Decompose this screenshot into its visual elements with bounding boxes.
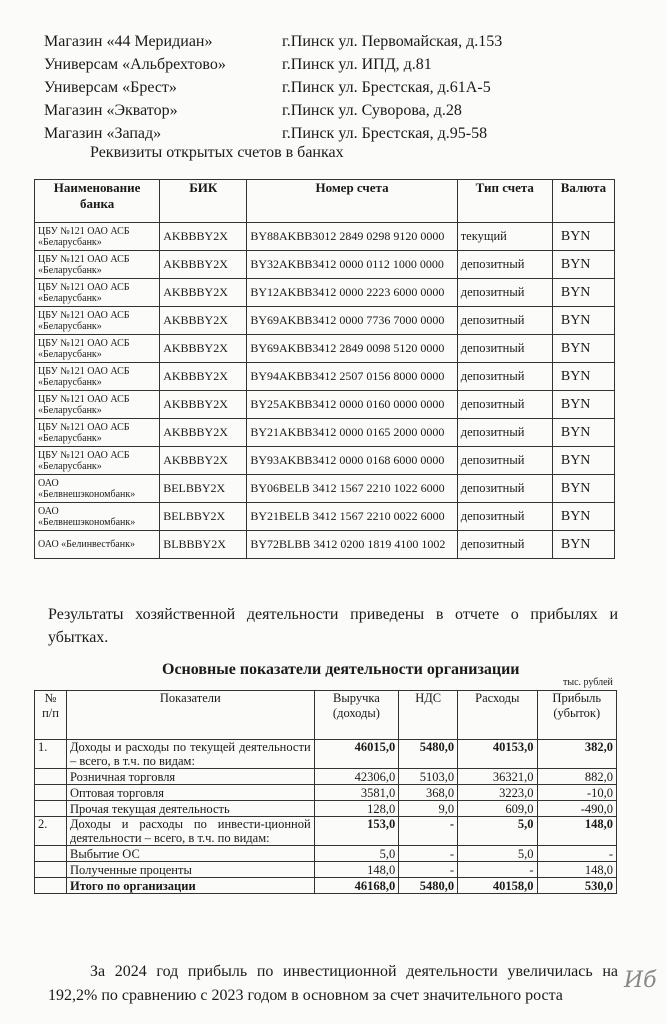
table-row: [35, 769, 617, 785]
indicator-label-cell: Полученные проценты: [66, 862, 314, 878]
table-row: [35, 531, 615, 559]
currency-cell: BYN: [552, 223, 614, 251]
currency-cell: BYN: [552, 503, 614, 531]
row-number-cell: 2.: [35, 817, 67, 846]
account-type-cell: депозитный: [457, 531, 552, 559]
row-number-cell: [35, 878, 67, 894]
account-number-cell: BY21BELB 3412 1567 2210 0022 6000: [247, 503, 457, 531]
revenue-cell: 153,0: [314, 817, 399, 846]
currency-cell: BYN: [552, 531, 614, 559]
store-row: [44, 76, 644, 99]
profit-cell: 148,0: [537, 862, 616, 878]
account-number-cell: BY32AKBB3412 0000 0112 1000 0000: [247, 251, 457, 279]
bank-name-cell: ЦБУ №121 ОАО АСБ «Беларусбанк»: [35, 223, 160, 251]
row-number-cell: [35, 801, 67, 817]
vat-cell: -: [399, 817, 458, 846]
units-label: тыс. рублей: [563, 677, 613, 688]
store-row: [44, 122, 644, 145]
row-number-cell: [35, 862, 67, 878]
revenue-cell: 148,0: [314, 862, 399, 878]
bik-cell: AKBBBY2X: [160, 335, 247, 363]
account-type-cell: депозитный: [457, 279, 552, 307]
revenue-cell: 128,0: [314, 801, 399, 817]
account-type-cell: депозитный: [457, 503, 552, 531]
expenses-cell: 5,0: [458, 846, 537, 862]
header-indicator: Показатели: [66, 691, 314, 740]
currency-cell: BYN: [552, 279, 614, 307]
profit-cell: 382,0: [537, 740, 616, 769]
bik-cell: BELBBY2X: [160, 475, 247, 503]
bik-cell: AKBBBY2X: [160, 223, 247, 251]
bank-name-cell: ЦБУ №121 ОАО АСБ «Беларусбанк»: [35, 279, 160, 307]
store-list: [44, 30, 644, 145]
bik-cell: AKBBBY2X: [160, 447, 247, 475]
revenue-cell: 5,0: [314, 846, 399, 862]
profit-cell: 148,0: [537, 817, 616, 846]
requisites-title: Реквизиты открытых счетов в банках: [90, 144, 344, 161]
indicators-title: Основные показатели деятельности организации: [162, 661, 520, 678]
bik-cell: AKBBBY2X: [160, 391, 247, 419]
bik-cell: BELBBY2X: [160, 503, 247, 531]
header-currency: Валюта: [552, 180, 614, 223]
vat-cell: 5480,0: [399, 740, 458, 769]
header-expenses: Расходы: [458, 691, 537, 740]
account-type-cell: депозитный: [457, 307, 552, 335]
bik-cell: AKBBBY2X: [160, 251, 247, 279]
bik-cell: AKBBBY2X: [160, 279, 247, 307]
profit-cell: -10,0: [537, 785, 616, 801]
bik-cell: AKBBBY2X: [160, 419, 247, 447]
table-row: [35, 878, 617, 894]
indicator-label-cell: Прочая текущая деятельность: [66, 801, 314, 817]
vat-cell: 9,0: [399, 801, 458, 817]
table-row: [35, 862, 617, 878]
table-row: [35, 503, 615, 531]
account-number-cell: BY88AKBB3012 2849 0298 9120 0000: [247, 223, 457, 251]
table-row: [35, 785, 617, 801]
accounts-table: [34, 179, 615, 559]
header-account-number: Номер счета: [247, 180, 457, 223]
row-number-cell: [35, 785, 67, 801]
table-row: [35, 251, 615, 279]
header-number: № п/п: [35, 691, 67, 740]
account-type-cell: депозитный: [457, 363, 552, 391]
currency-cell: BYN: [552, 475, 614, 503]
store-address: г.Пинск ул. Брестская, д.61А-5: [282, 79, 491, 96]
account-number-cell: BY69AKBB3412 2849 0098 5120 0000: [247, 335, 457, 363]
signature-mark: Иб: [624, 968, 657, 993]
account-type-cell: депозитный: [457, 447, 552, 475]
header-account-type: Тип счета: [457, 180, 552, 223]
expenses-cell: -: [458, 862, 537, 878]
expenses-cell: 40153,0: [458, 740, 537, 769]
store-row: [44, 30, 644, 53]
store-address: г.Пинск ул. ИПД, д.81: [282, 56, 432, 73]
results-paragraph: Результаты хозяйственной деятельности приведены в отчете о прибылях и убытках.: [48, 606, 618, 646]
vat-cell: 368,0: [399, 785, 458, 801]
account-number-cell: BY25AKBB3412 0000 0160 0000 0000: [247, 391, 457, 419]
store-name: Магазин «Экватор»: [44, 102, 178, 119]
table-row: [35, 740, 617, 769]
indicator-label-cell: Выбытие ОС: [66, 846, 314, 862]
account-type-cell: депозитный: [457, 391, 552, 419]
revenue-cell: 42306,0: [314, 769, 399, 785]
table-row: [35, 846, 617, 862]
currency-cell: BYN: [552, 391, 614, 419]
row-number-cell: 1.: [35, 740, 67, 769]
expenses-cell: 40158,0: [458, 878, 537, 894]
store-address: г.Пинск ул. Первомайская, д.153: [282, 33, 503, 50]
store-address: г.Пинск ул. Брестская, д.95-58: [282, 125, 488, 142]
table-row: [35, 447, 615, 475]
currency-cell: BYN: [552, 447, 614, 475]
bank-name-cell: ЦБУ №121 ОАО АСБ «Беларусбанк»: [35, 307, 160, 335]
account-number-cell: BY69AKBB3412 0000 7736 7000 0000: [247, 307, 457, 335]
accounts-header-row: [35, 180, 615, 223]
bank-name-cell: ОАО «Белвнешэкономбанк»: [35, 503, 160, 531]
store-name: Магазин «44 Меридиан»: [44, 33, 213, 50]
profit-cell: -: [537, 846, 616, 862]
expenses-cell: 3223,0: [458, 785, 537, 801]
account-type-cell: депозитный: [457, 475, 552, 503]
indicators-header-row: [35, 691, 617, 740]
bank-name-cell: ЦБУ №121 ОАО АСБ «Беларусбанк»: [35, 419, 160, 447]
revenue-cell: 46015,0: [314, 740, 399, 769]
bik-cell: AKBBBY2X: [160, 363, 247, 391]
revenue-cell: 46168,0: [314, 878, 399, 894]
store-name: Магазин «Запад»: [44, 125, 162, 142]
store-row: [44, 99, 644, 122]
account-type-cell: депозитный: [457, 335, 552, 363]
bank-name-cell: ЦБУ №121 ОАО АСБ «Беларусбанк»: [35, 363, 160, 391]
indicator-label-cell: Розничная торговля: [66, 769, 314, 785]
header-vat: НДС: [399, 691, 458, 740]
indicator-label-cell: Доходы и расходы по текущей деятельности – всего, в т.ч. по видам:: [66, 740, 314, 769]
indicator-label-cell: Доходы и расходы по инвести-ционной деятельности – всего, в т.ч. по видам:: [66, 817, 314, 846]
currency-cell: BYN: [552, 363, 614, 391]
table-row: [35, 817, 617, 846]
bik-cell: AKBBBY2X: [160, 307, 247, 335]
table-row: [35, 279, 615, 307]
indicator-label-cell: Оптовая торговля: [66, 785, 314, 801]
table-row: [35, 335, 615, 363]
bank-name-cell: ЦБУ №121 ОАО АСБ «Беларусбанк»: [35, 447, 160, 475]
header-bank: Наименование банка: [35, 180, 160, 223]
account-type-cell: текущий: [457, 223, 552, 251]
expenses-cell: 5,0: [458, 817, 537, 846]
bank-name-cell: ЦБУ №121 ОАО АСБ «Беларусбанк»: [35, 391, 160, 419]
currency-cell: BYN: [552, 251, 614, 279]
bank-name-cell: ОАО «Белвнешэкономбанк»: [35, 475, 160, 503]
account-number-cell: BY12AKBB3412 0000 2223 6000 0000: [247, 279, 457, 307]
profit-cell: 882,0: [537, 769, 616, 785]
table-row: [35, 419, 615, 447]
table-row: [35, 223, 615, 251]
store-name: Универсам «Брест»: [44, 79, 177, 96]
account-type-cell: депозитный: [457, 419, 552, 447]
expenses-cell: 36321,0: [458, 769, 537, 785]
indicator-label-cell: Итого по организации: [66, 878, 314, 894]
store-name: Универсам «Альбрехтово»: [44, 56, 226, 73]
row-number-cell: [35, 769, 67, 785]
table-row: [35, 801, 617, 817]
header-profit: Прибыль (убыток): [537, 691, 616, 740]
revenue-cell: 3581,0: [314, 785, 399, 801]
row-number-cell: [35, 846, 67, 862]
account-type-cell: депозитный: [457, 251, 552, 279]
table-row: [35, 475, 615, 503]
table-row: [35, 363, 615, 391]
account-number-cell: BY72BLBB 3412 0200 1819 4100 1002: [247, 531, 457, 559]
store-row: [44, 53, 644, 76]
vat-cell: -: [399, 862, 458, 878]
profit-cell: 530,0: [537, 878, 616, 894]
vat-cell: 5103,0: [399, 769, 458, 785]
profit-cell: -490,0: [537, 801, 616, 817]
expenses-cell: 609,0: [458, 801, 537, 817]
bank-name-cell: ЦБУ №121 ОАО АСБ «Беларусбанк»: [35, 335, 160, 363]
table-row: [35, 391, 615, 419]
currency-cell: BYN: [552, 307, 614, 335]
final-paragraph: За 2024 год прибыль по инвестиционной деятельности увеличилась на 192,2% по сравнению с 2023 годом в основном за счет значительного роста: [48, 963, 618, 1004]
indicators-table: [34, 690, 617, 894]
currency-cell: BYN: [552, 335, 614, 363]
account-number-cell: BY21AKBB3412 0000 0165 2000 0000: [247, 419, 457, 447]
vat-cell: -: [399, 846, 458, 862]
currency-cell: BYN: [552, 419, 614, 447]
table-row: [35, 307, 615, 335]
header-revenue: Выручка (доходы): [314, 691, 399, 740]
store-address: г.Пинск ул. Суворова, д.28: [282, 102, 462, 119]
bik-cell: BLBBBY2X: [160, 531, 247, 559]
bank-name-cell: ЦБУ №121 ОАО АСБ «Беларусбанк»: [35, 251, 160, 279]
account-number-cell: BY93AKBB3412 0000 0168 6000 0000: [247, 447, 457, 475]
vat-cell: 5480,0: [399, 878, 458, 894]
header-bik: БИК: [160, 180, 247, 223]
bank-name-cell: ОАО «Белинвестбанк»: [35, 531, 160, 559]
account-number-cell: BY06BELB 3412 1567 2210 1022 6000: [247, 475, 457, 503]
account-number-cell: BY94AKBB3412 2507 0156 8000 0000: [247, 363, 457, 391]
